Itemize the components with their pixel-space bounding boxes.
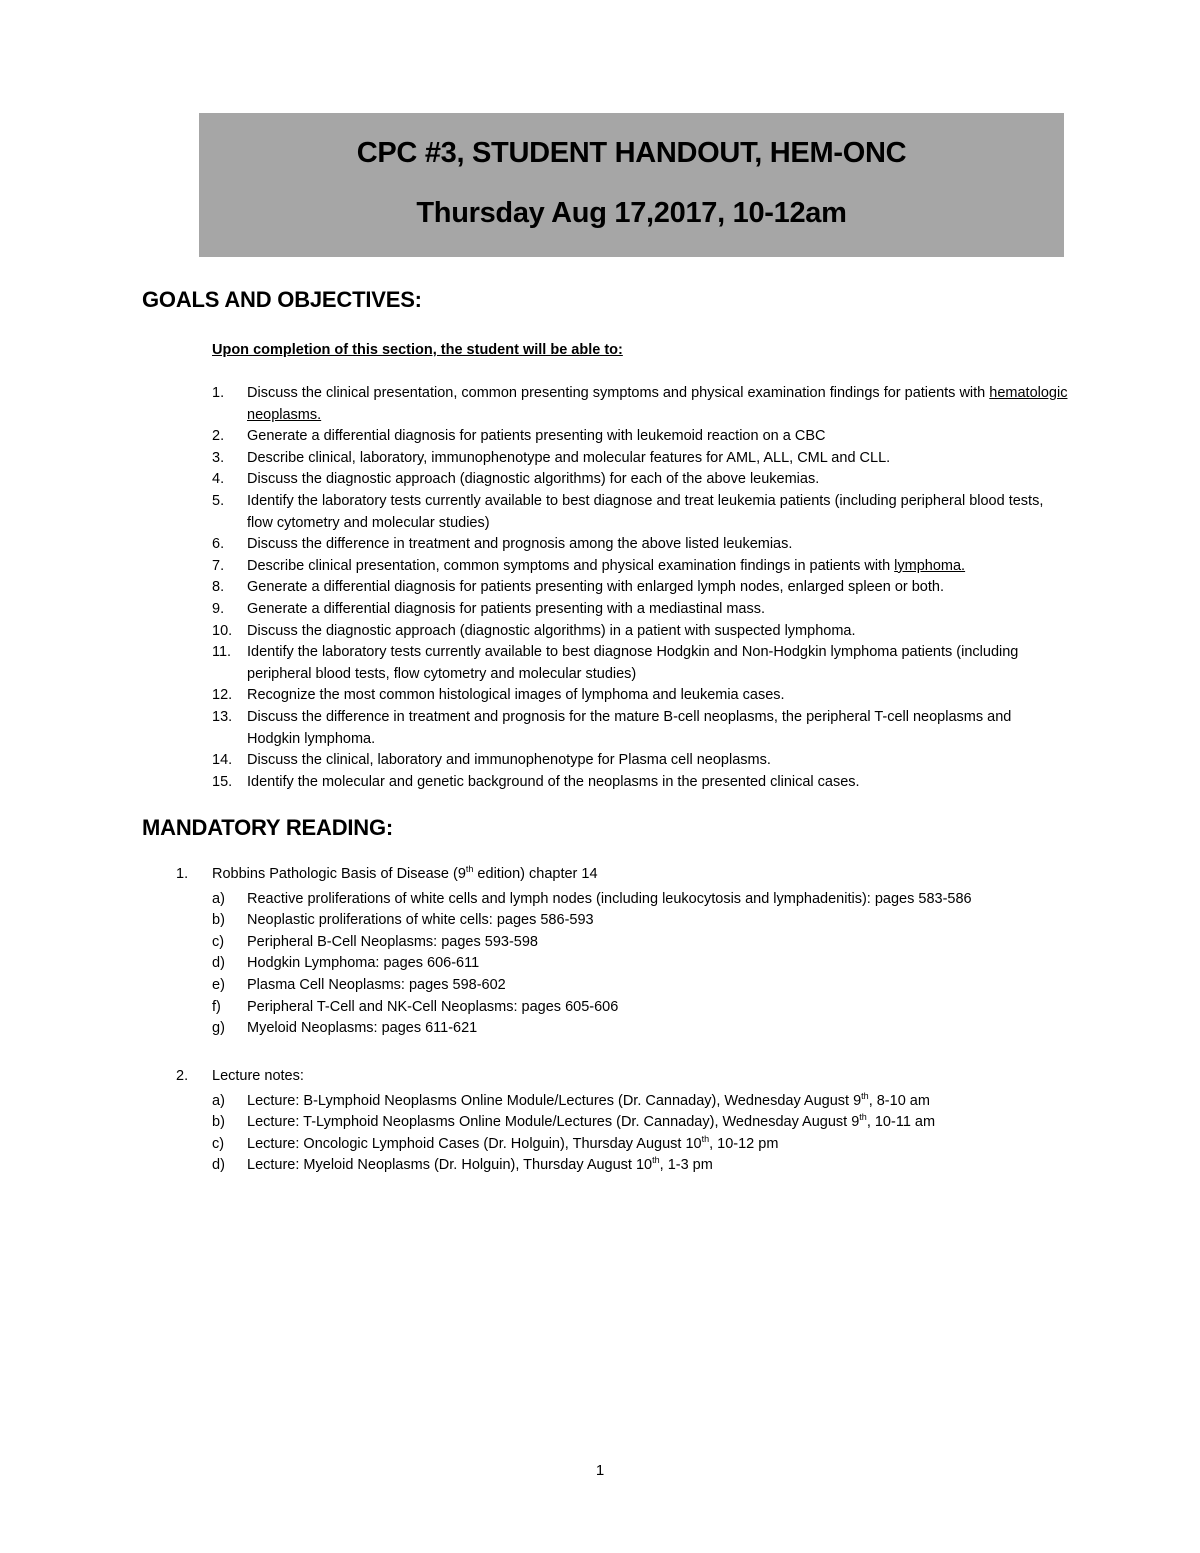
item-number: 4. [212,471,225,488]
title-banner [199,113,1064,257]
item-number: 13. [212,708,233,725]
item-letter: b) [212,912,225,929]
list-item [212,426,1092,448]
item-text: Discuss the difference in treatment and prognosis for the mature B-cell neoplasms, the peripheral T-cell neoplasms and Hodgkin lymphoma. [247,708,1012,747]
list-item [212,889,1076,911]
item-text: Myeloid Neoplasms: pages 611-621 [247,1020,478,1037]
item-letter: c) [212,1135,225,1152]
item-text: Discuss the clinical presentation, common presenting symptoms and physical examination findings for patients with [247,385,990,401]
list-item [212,1091,1076,1113]
item-number: 2. [212,428,225,445]
item-number: 1. [176,866,189,882]
item-number: 5. [212,492,225,509]
list-item [212,997,1076,1019]
item-letter: a) [212,1092,225,1109]
item-number: 1. [212,385,225,401]
superscript: th [859,1112,867,1123]
item-text: Lecture: Oncologic Lymphoid Cases (Dr. Holguin), Thursday August 10 [247,1135,702,1152]
item-text: Discuss the diagnostic approach (diagnostic algorithms) for each of the above leukemias. [247,471,820,488]
page-number: 1 [595,1462,605,1479]
item-number: 10. [212,622,233,639]
item-letter: e) [212,976,225,993]
item-text: Identify the molecular and genetic background of the neoplasms in the presented clinical cases. [247,773,860,790]
list-item [212,975,1076,997]
item-text: Peripheral B-Cell Neoplasms: pages 593-598 [247,933,538,950]
item-number: 15. [212,773,233,790]
item-letter: c) [212,933,225,950]
item-text: Lecture: T-Lymphoid Neoplasms Online Module/Lectures (Dr. Cannaday), Wednesday August 9 [247,1114,860,1131]
superscript: th [652,1155,660,1166]
item-text: Discuss the diagnostic approach (diagnostic algorithms) in a patient with suspected lymphoma. [247,622,856,639]
list-item [212,556,1092,578]
list-item [212,642,1092,685]
list-item [212,1112,1076,1134]
item-letter: b) [212,1114,225,1131]
item-text: Describe clinical presentation, common symptoms and physical examination findings in patients with [247,557,895,574]
superscript: th [465,864,474,874]
superscript: th [701,1133,710,1144]
textbook-sublist [212,889,1076,1040]
lectures-sublist [212,1091,1076,1177]
lymphoma-link[interactable]: lymphoma. [894,557,966,574]
item-number: 12. [212,687,233,704]
item-text: , 8-10 am [868,1092,930,1109]
item-letter: f) [212,998,221,1015]
superscript: th [861,1090,869,1101]
item-text: edition) chapter 14 [473,866,598,882]
item-number: 3. [212,449,225,466]
list-item [212,932,1076,954]
item-text: Lecture: Myeloid Neoplasms (Dr. Holguin), Thursday August 10 [247,1157,653,1174]
list-item [212,910,1076,932]
list-item [212,953,1076,975]
list-item [176,1066,1076,1088]
reading-item-lectures [176,1066,1076,1177]
list-item [212,491,1092,534]
list-item [212,621,1092,643]
item-text: Hodgkin Lymphoma: pages 606-611 [247,955,480,972]
item-text: Peripheral T-Cell and NK-Cell Neoplasms: pages 605-606 [247,998,619,1015]
list-item [212,1134,1076,1156]
hematologic-neoplasms-link[interactable]: hematologic neoplasms. [247,385,1068,423]
item-text: , 10-12 pm [709,1135,779,1152]
item-text: Neoplastic proliferations of white cells: pages 586-593 [247,912,594,929]
reading-heading: MANDATORY READING: [142,815,394,840]
item-text: Generate a differential diagnosis for patients presenting with enlarged lymph nodes, enlarged spleen or both. [247,579,944,596]
item-letter: d) [212,955,225,972]
item-text: Describe clinical, laboratory, immunophenotype and molecular features for AML, ALL, CML and CLL. [247,449,891,466]
item-number: 7. [212,557,225,574]
item-text: Discuss the difference in treatment and prognosis among the above listed leukemias. [247,536,793,553]
item-text: , 10-11 am [866,1114,936,1131]
list-item [212,577,1092,599]
goals-heading: GOALS AND OBJECTIVES: [142,287,422,312]
item-number: 9. [212,600,225,617]
item-letter: a) [212,890,225,907]
document-date: Thursday Aug 17,2017, 10-12am [416,197,847,229]
reading-item-textbook [176,864,1076,1040]
item-text: , 1-3 pm [659,1157,713,1174]
goals-list [212,383,1092,793]
list-item [176,864,1076,886]
list-item [212,599,1092,621]
item-number: 8. [212,579,225,596]
item-text: Robbins Pathologic Basis of Disease (9 [212,866,466,882]
list-item [212,383,1092,426]
list-item [212,772,1092,794]
goals-intro: Upon completion of this section, the student will be able to: [212,342,623,358]
list-item [212,534,1092,556]
item-text: Discuss the clinical, laboratory and immunophenotype for Plasma cell neoplasms. [247,752,771,769]
list-item [212,1018,1076,1040]
item-number: 2. [176,1068,189,1084]
item-number: 6. [212,536,225,553]
item-text: Generate a differential diagnosis for patients presenting with leukemoid reaction on a CBC [247,428,826,445]
item-text: Identify the laboratory tests currently available to best diagnose Hodgkin and Non-Hodgkin lymphoma patients (including peripheral blood tests, flow cytometry and molecular studies) [247,644,1019,682]
item-text: Generate a differential diagnosis for patients presenting with a mediastinal mass. [247,600,765,617]
item-text: Plasma Cell Neoplasms: pages 598-602 [247,976,506,993]
item-text: Lecture notes: [212,1068,304,1084]
item-text: Identify the laboratory tests currently available to best diagnose and treat leukemia patients (including peripheral blood tests, flow cytometry and molecular studies) [247,492,1044,531]
item-text: Lecture: B-Lymphoid Neoplasms Online Module/Lectures (Dr. Cannaday), Wednesday August 9 [247,1092,862,1109]
item-text: Recognize the most common histological images of lymphoma and leukemia cases. [247,687,785,704]
item-text: Reactive proliferations of white cells and lymph nodes (including leukocytosis and lymphadenitis): pages 583-586 [247,890,972,907]
list-item [212,750,1092,772]
list-item [212,448,1092,470]
item-letter: d) [212,1157,225,1174]
list-item [212,707,1092,750]
item-number: 14. [212,752,233,769]
list-item [212,469,1092,491]
document-title: CPC #3, STUDENT HANDOUT, HEM-ONC [356,137,907,169]
item-number: 11. [212,644,232,661]
item-letter: g) [212,1020,225,1037]
list-item [212,1155,1076,1177]
list-item [212,685,1092,707]
